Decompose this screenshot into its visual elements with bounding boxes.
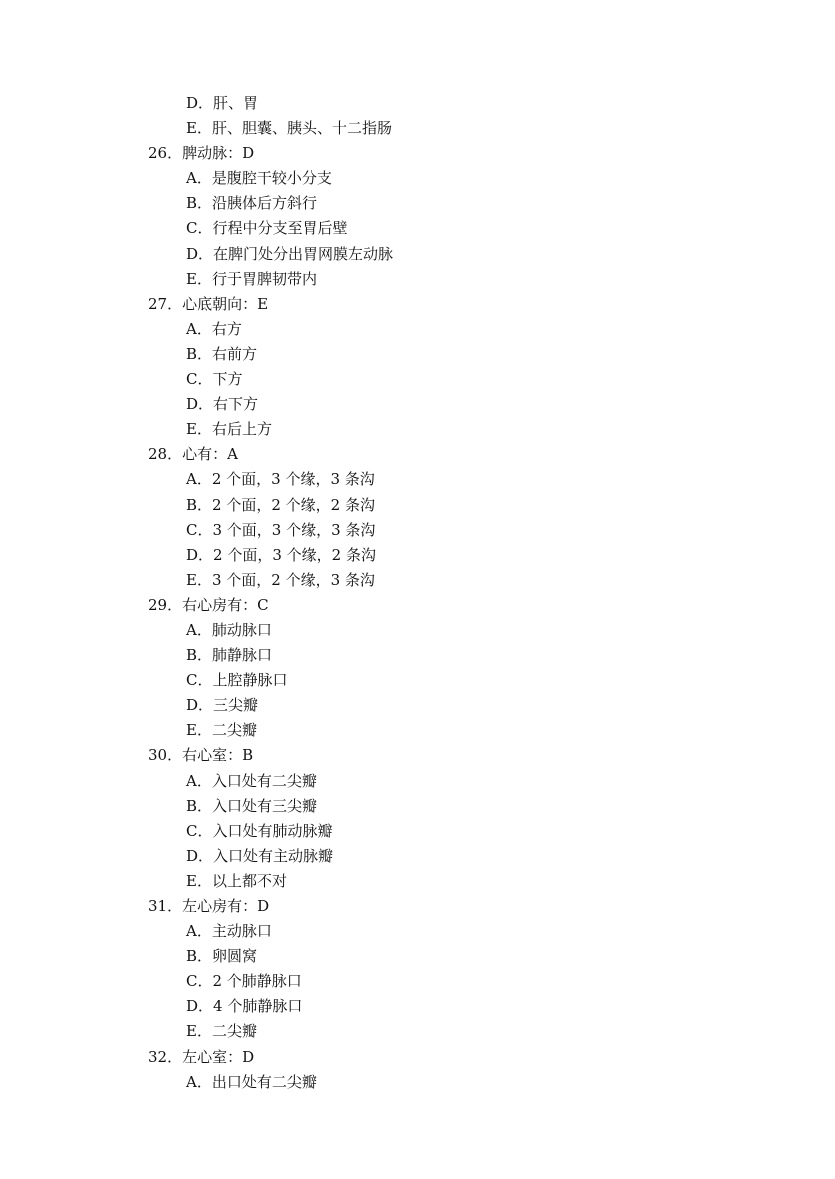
answer-option: B．2 个面，2 个缘，2 条沟 [186,495,375,514]
answer-option: D．在脾门处分出胃网膜左动脉 [186,244,394,263]
answer-option: E．二尖瓣 [186,721,257,740]
answer-option: D．入口处有主动脉瓣 [186,846,334,865]
answer-option: A．右方 [186,319,242,338]
question-stem: 29．右心房有：C [148,595,269,614]
answer-option: E．右后上方 [186,420,272,439]
answer-option: D．肝、胃 [186,94,259,112]
question-stem: 32．左心室：D [148,1047,255,1066]
answer-option: C．2 个肺静脉口 [186,972,302,991]
answer-option: D．4 个肺静脉口 [186,997,303,1016]
answer-option: C．下方 [186,370,243,389]
answer-option: D．右下方 [186,395,259,414]
answer-option: B．右前方 [186,344,258,363]
answer-option: E．以上都不对 [186,871,287,890]
answer-option: E．二尖瓣 [186,1022,257,1041]
answer-option: C．3 个面，3 个缘，3 条沟 [186,520,376,539]
document-page [0,91,835,1095]
answer-option: B．沿胰体后方斜行 [186,194,318,213]
answer-option: A．出口处有二尖瓣 [186,1072,317,1091]
answer-option: E．肝、胆囊、胰头、十二指肠 [186,119,392,138]
question-stem: 27．心底朝向：E [148,294,269,313]
question-stem: 26．脾动脉：D [148,144,255,163]
answer-option: A．2 个面，3 个缘，3 条沟 [186,470,375,489]
answer-option: A．是腹腔干较小分支 [186,169,332,188]
answer-option: E．3 个面，2 个缘，3 条沟 [186,570,375,589]
answer-option: D．2 个面，3 个缘，2 条沟 [186,545,376,564]
question-stem: 31．左心房有：D [148,897,270,915]
question-stem: 30．右心室：B [148,746,254,765]
answer-option: A．主动脉口 [186,922,272,941]
answer-option: A．肺动脉口 [186,620,272,639]
question-list [0,91,835,1095]
answer-option: D．三尖瓣 [186,696,259,715]
answer-option: C．入口处有肺动脉瓣 [186,821,333,840]
answer-option: A．入口处有二尖瓣 [186,771,317,790]
answer-option: C．上腔静脉口 [186,671,288,690]
answer-option: B．卵圆窝 [186,947,258,966]
answer-option: B．入口处有三尖瓣 [186,796,318,815]
answer-option: E．行于胃脾韧带内 [186,269,317,288]
answer-option: C．行程中分支至胃后壁 [186,219,348,238]
answer-option: B．肺静脉口 [186,646,273,665]
question-stem: 28．心有：A [148,445,238,464]
